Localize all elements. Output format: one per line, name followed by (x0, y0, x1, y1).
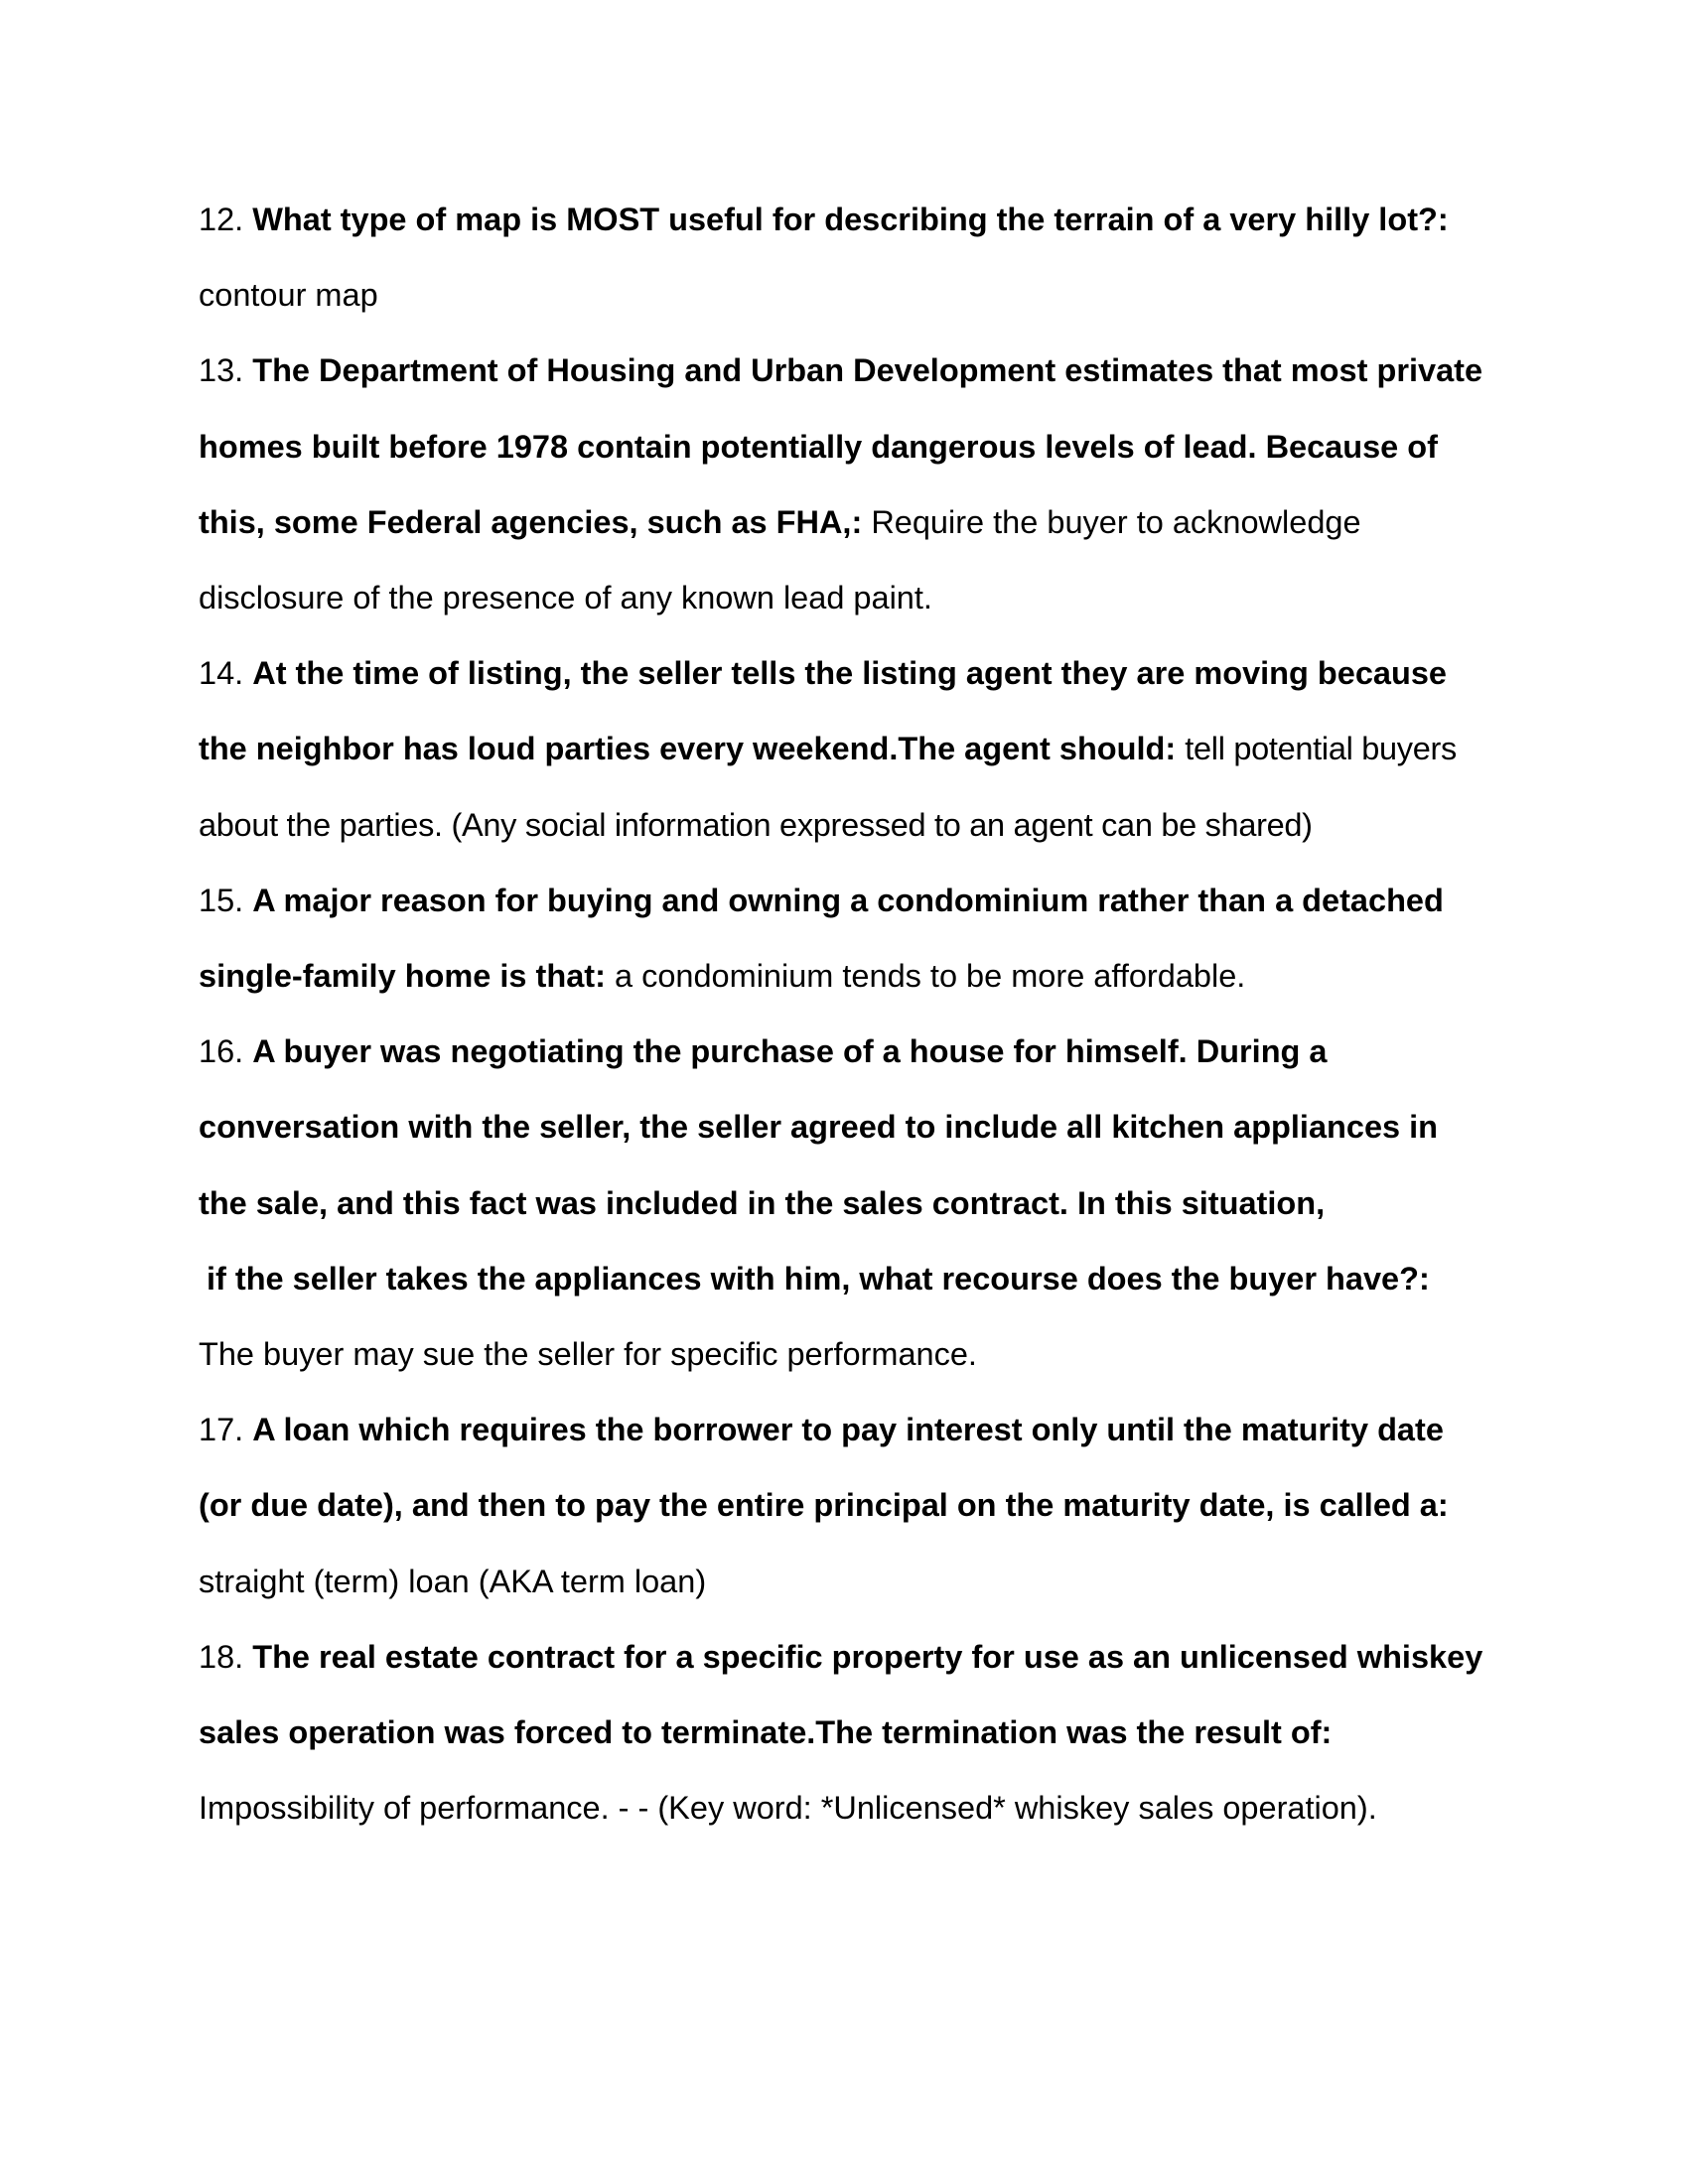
question-text: A major reason for buying and owning a condominium rather than a detached single-family home is that: (199, 882, 1444, 995)
item-number: 13. (199, 352, 244, 389)
item-number: 17. (199, 1412, 244, 1448)
qa-item-13 (199, 333, 1489, 635)
qa-item-12 (199, 182, 1489, 333)
item-number: 15. (199, 882, 244, 918)
qa-item-18 (199, 1619, 1489, 1846)
item-number: 18. (199, 1638, 244, 1675)
item-number: 12. (199, 202, 244, 237)
qa-item-16 (199, 1014, 1489, 1392)
item-number: 16. (199, 1033, 244, 1070)
question-text: A loan which requires the borrower to pay interest only until the maturity date (or due date), and then to pay the entire principal on the maturity date, is called a: (199, 1412, 1449, 1524)
answer-text: Impossibility of performance. - - (Key word: *Unlicensed* whiskey sales operation). (199, 1790, 1377, 1827)
qa-item-15 (199, 863, 1489, 1014)
question-text: What type of map is MOST useful for describing the terrain of a very hilly lot?: (252, 202, 1449, 237)
question-text-continued: if the seller takes the appliances with him, what recourse does the buyer have?: (207, 1260, 1430, 1297)
answer-text: straight (term) loan (AKA term loan) (199, 1563, 707, 1599)
item-number: 14. (199, 655, 244, 692)
question-text: A buyer was negotiating the purchase of a house for himself. During a conversation with the seller, the seller agreed to include all kitchen appliances in the sale, and this fact was included in the sales contract. In this situation, (199, 1033, 1439, 1221)
qa-item-14 (199, 635, 1489, 863)
qa-list (199, 182, 1489, 1845)
question-text: The real estate contract for a specific property for use as an unlicensed whiskey sales operation was forced to terminate.The termination was the result of: (199, 1638, 1483, 1751)
answer-text: The buyer may sue the seller for specific performance. (199, 1336, 977, 1373)
answer-text: tell potential buyers about the parties. (Any social information expressed to an agent can be shared) (199, 731, 1457, 843)
qa-item-17 (199, 1392, 1489, 1619)
question-text: At the time of listing, the seller tells the listing agent they are moving because the neighbor has loud parties every weekend.The agent should: (199, 655, 1447, 767)
answer-text: Require the buyer to acknowledge disclosure of the presence of any known lead paint. (199, 503, 1361, 616)
answer-text: a condominium tends to be more affordable. (614, 958, 1246, 995)
question-text: The Department of Housing and Urban Development estimates that most private homes built before 1978 contain potentially dangerous levels of lead. Because of this, some Federal agencies, such as FHA,: (199, 352, 1483, 540)
answer-text: contour map (199, 277, 378, 314)
